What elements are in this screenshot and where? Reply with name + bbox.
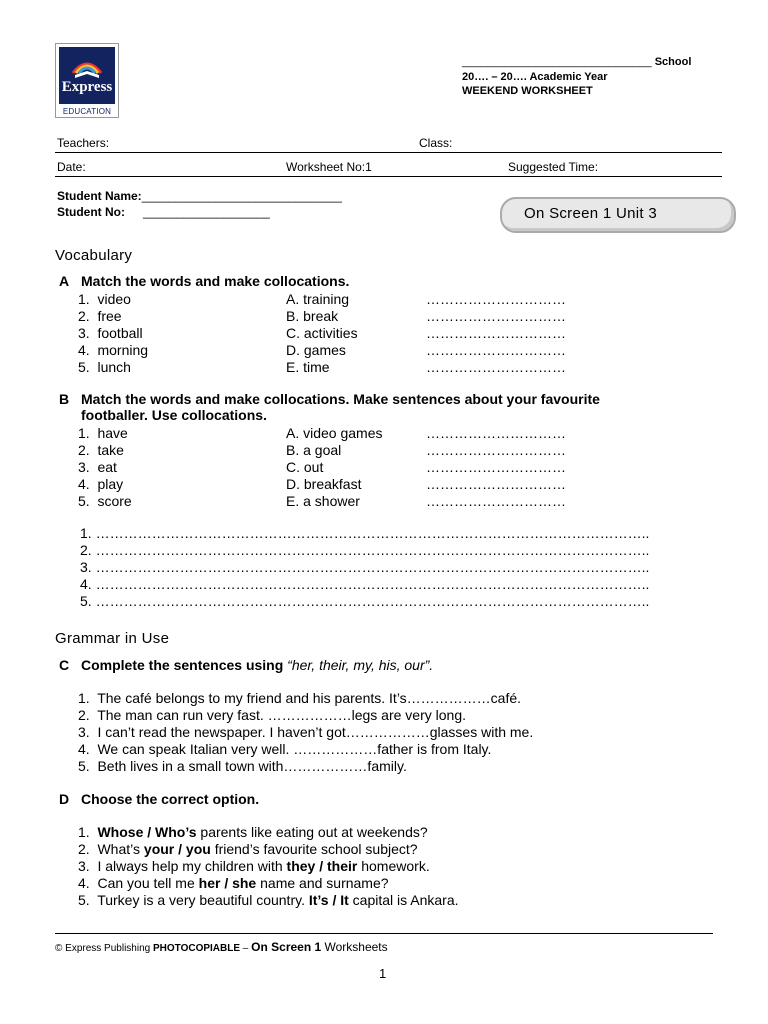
list-item: 2. The man can run very fast. ………………legs are very long. [78,707,467,723]
option-choice[interactable]: they / their [286,858,358,874]
unit-badge-text: On Screen 1 Unit 3 [524,205,657,222]
teachers-label: Teachers: [57,136,110,150]
academic-year: 20…. – 20…. Academic Year [462,71,608,83]
sentence-line[interactable]: 1. ……………………………………………………………………………………………………….. [80,525,650,541]
list-item: D. breakfast [286,476,362,492]
list-item: 4. play [78,476,124,492]
answer-blank[interactable]: ………………………… [426,342,566,358]
section-a-left-list [78,291,148,376]
sentence-line[interactable]: 3. ……………………………………………………………………………………………………….. [80,559,650,575]
list-item: 1. video [78,291,131,307]
answer-blank[interactable]: ………………………… [426,493,566,509]
section-c-instruction: Complete the sentences using [81,657,288,673]
school-blank: _______________________________ [462,56,652,68]
suggested-time-label: Suggested Time: [508,160,599,174]
section-c-letter: C [59,657,70,673]
section-d-letter: D [59,791,70,807]
list-item: 1. The café belongs to my friend and his parents. It’s………………café. [78,690,522,706]
list-item: 3. I always help my children with they / their homework. [78,858,430,874]
class-label: Class: [419,136,453,150]
grammar-heading: Grammar in Use [55,630,170,647]
answer-blank[interactable]: ………………………… [426,325,566,341]
list-item: 4. We can speak Italian very well. ………………father is from Italy. [78,741,492,757]
school-label: School [654,56,692,68]
list-item: 2. What’s your / you friend’s favourite school subject? [78,841,418,857]
answer-blank[interactable]: ………………………… [426,442,566,458]
vocabulary-heading: Vocabulary [55,247,133,264]
student-no-blank[interactable]: ___________________ [143,205,270,219]
footer-divider [55,933,713,934]
logo-brand: Express [61,79,113,95]
answer-blank[interactable]: ………………………… [426,459,566,475]
list-item: 3. I can’t read the newspaper. I haven’t got………………glasses with me. [78,724,534,740]
list-item: 5. score [78,493,132,509]
list-item: 2. take [78,442,124,458]
list-item: 5. Beth lives in a small town with………………family. [78,758,407,774]
sentence-line[interactable]: 2. ……………………………………………………………………………………………………….. [80,542,650,558]
sentence-line[interactable]: 5. ……………………………………………………………………………………………………….. [80,593,650,609]
page-number: 1 [379,966,387,981]
answer-blank[interactable]: ………………………… [426,359,566,375]
section-b-answer-blanks [426,425,566,510]
list-item: 1. Whose / Who’s parents like eating out at weekends? [78,824,428,840]
worksheet-no: Worksheet No:1 [286,160,372,174]
list-item: B. a goal [286,442,342,458]
section-d-instruction: Choose the correct option. [81,791,260,807]
list-item: 2. free [78,308,122,324]
worksheet-type: WEEKEND WORKSHEET [462,85,593,97]
option-choice[interactable]: her / she [198,875,257,891]
student-name-row [57,189,342,203]
section-c-options: “her, their, my, his, our”. [287,657,434,673]
answer-blank[interactable]: ………………………… [426,291,566,307]
option-choice[interactable]: It’s / It [308,892,349,908]
section-b-instruction-2: footballer. Use collocations. [81,407,267,423]
section-a-instruction: Match the words and make collocations. [81,273,350,289]
section-a-letter: A [59,273,70,289]
list-item: 3. eat [78,459,117,475]
list-item: 4. morning [78,342,149,358]
list-item: D. games [286,342,346,358]
list-item: 4. Can you tell me her / she name and surname? [78,875,389,891]
logo-sub: EDUCATION [62,107,112,116]
footer-text: © Express Publishing PHOTOCOPIABLE – On Screen 1 Worksheets [55,940,388,954]
option-choice[interactable]: your / you [143,841,211,857]
option-choice[interactable]: Whose / Who’s [97,824,197,840]
list-item: 3. football [78,325,143,341]
answer-blank[interactable]: ………………………… [426,425,566,441]
section-a-right-list [286,291,358,376]
sentence-line[interactable]: 4. ……………………………………………………………………………………………………….. [80,576,650,592]
unit-badge [500,197,736,233]
section-b-left-list [78,425,132,510]
school-line [462,56,691,68]
divider [55,176,722,177]
section-c-instruction-row [81,657,433,673]
section-b-instruction-1: Match the words and make collocations. Make sentences about your favourite [81,391,600,407]
list-item: A. video games [286,425,383,441]
student-name-label: Student Name: [57,189,142,203]
list-item: 5. Turkey is a very beautiful country. It’s / It capital is Ankara. [78,892,459,908]
list-item: E. time [286,359,330,375]
list-item: A. training [286,291,350,307]
section-b-sentence-lines [80,525,649,610]
book-rainbow-icon [59,51,115,81]
divider [55,152,722,153]
section-b-right-list [286,425,383,510]
logo-emblem [59,47,115,104]
section-c-list [78,690,533,775]
list-item: E. a shower [286,493,360,509]
list-item: 1. have [78,425,128,441]
list-item: C. out [286,459,324,475]
list-item: C. activities [286,325,358,341]
student-name-blank[interactable]: ______________________________ [141,189,342,203]
date-label: Date: [57,160,86,174]
student-no-label: Student No: [57,205,125,219]
list-item: B. break [286,308,339,324]
list-item: 5. lunch [78,359,131,375]
answer-blank[interactable]: ………………………… [426,476,566,492]
answer-blank[interactable]: ………………………… [426,308,566,324]
section-d-list [78,824,459,909]
section-a-answer-blanks [426,291,566,376]
section-b-letter: B [59,391,70,407]
student-no-row [57,205,270,219]
express-education-logo [55,43,119,118]
